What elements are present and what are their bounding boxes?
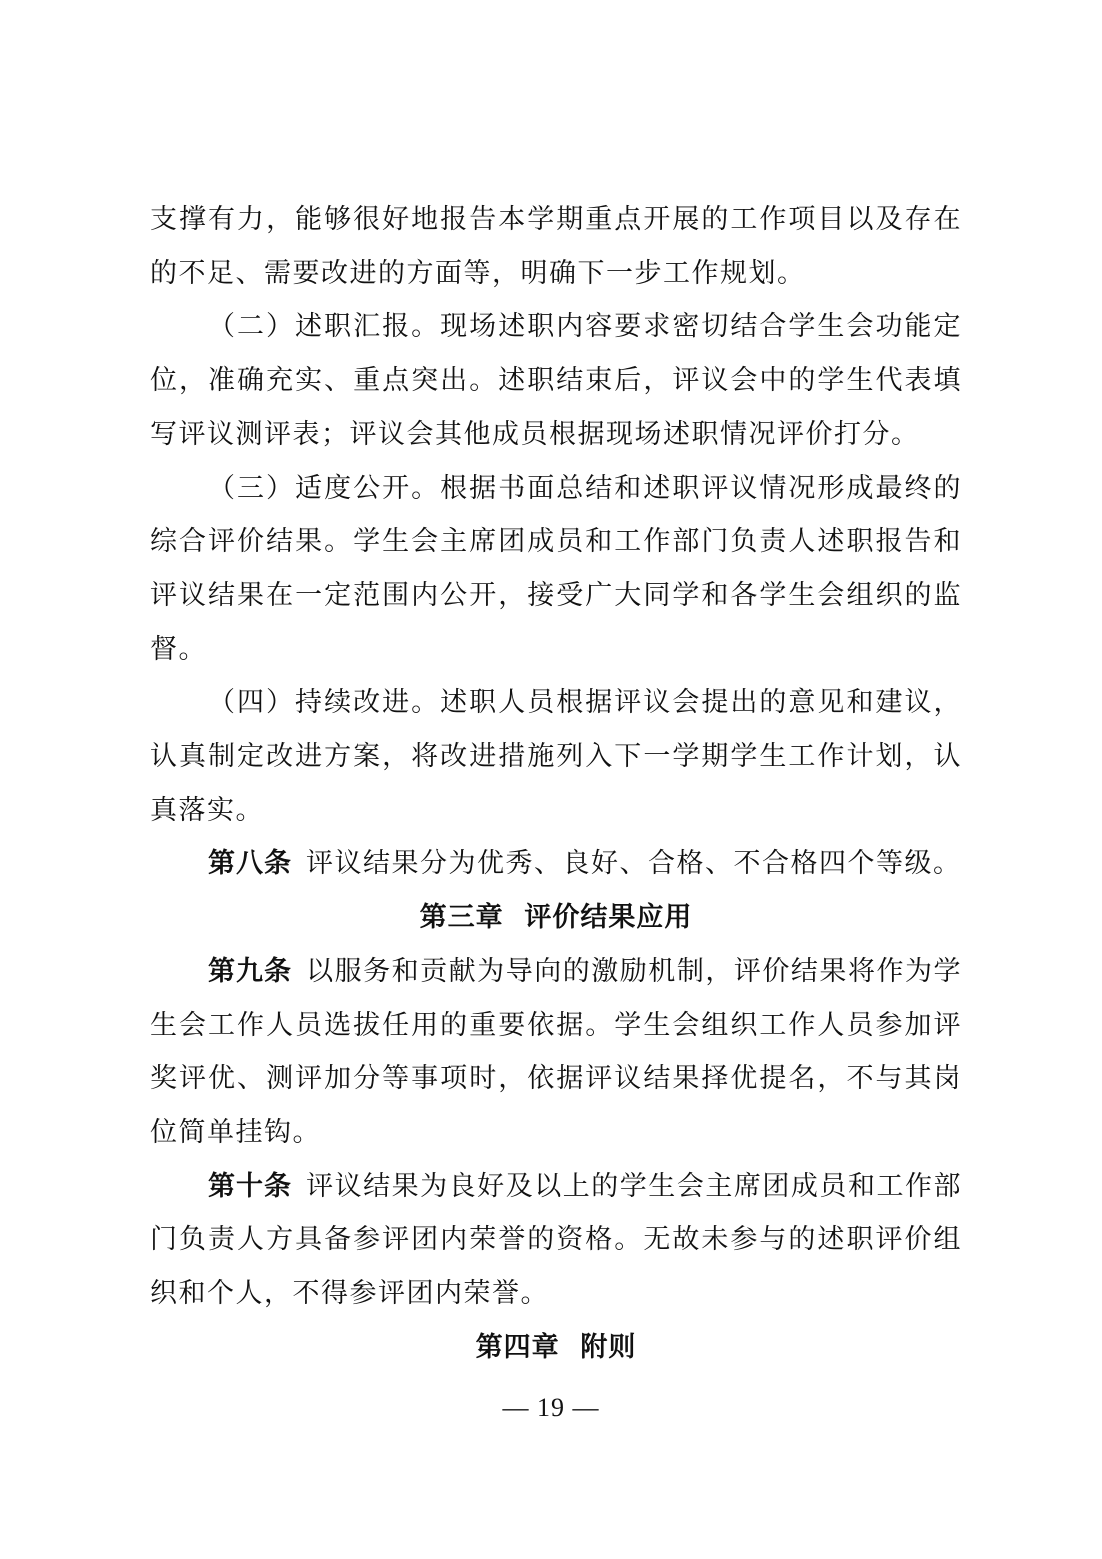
article-10: [150, 1160, 962, 1321]
article-9: [150, 945, 962, 1160]
document-body: [150, 193, 962, 1374]
article-8-text: 评议结果分为优秀、良好、合格、不合格四个等级。: [306, 848, 962, 880]
chapter-3-heading: 第三章 评价结果应用: [419, 902, 693, 934]
article-9-label: 第九条: [208, 955, 293, 987]
paragraph-improvement: （四）持续改进。述职人员根据评议会提出的意见和建议，认真制定改进方案，将改进措施列入下一学期学生工作计划，认真落实。: [150, 687, 962, 826]
chapter-4-heading: 第四章 附则: [475, 1331, 637, 1363]
paragraph-continuation: 支撑有力，能够很好地报告本学期重点开展的工作项目以及存在的不足、需要改进的方面等，明确下一步工作规划。: [150, 204, 962, 289]
article-9-text: 以服务和贡献为导向的激励机制，评价结果将作为学生会工作人员选拔任用的重要依据。学生会组织工作人员参加评奖评优、测评加分等事项时，依据评议结果择优提名，不与其岗位简单挂钩。: [150, 955, 963, 1148]
paragraph-report: （二）述职汇报。现场述职内容要求密切结合学生会功能定位，准确充实、重点突出。述职结束后，评议会中的学生代表填写评议测评表；评议会其他成员根据现场述职情况评价打分。: [150, 311, 962, 450]
page-number: — 19 —: [502, 1393, 600, 1422]
article-10-text: 评议结果为良好及以上的学生会主席团成员和工作部门负责人方具备参评团内荣誉的资格。无故未参与的述职评价组织和个人，不得参评团内荣誉。: [150, 1170, 963, 1310]
paragraph-disclosure: （三）适度公开。根据书面总结和述职评议情况形成最终的综合评价结果。学生会主席团成员和工作部门负责人述职报告和评议结果在一定范围内公开，接受广大同学和各学生会组织的监督。: [150, 472, 962, 665]
article-10-label: 第十条: [208, 1170, 293, 1202]
article-8-label: 第八条: [208, 848, 292, 880]
article-8: [150, 837, 962, 891]
